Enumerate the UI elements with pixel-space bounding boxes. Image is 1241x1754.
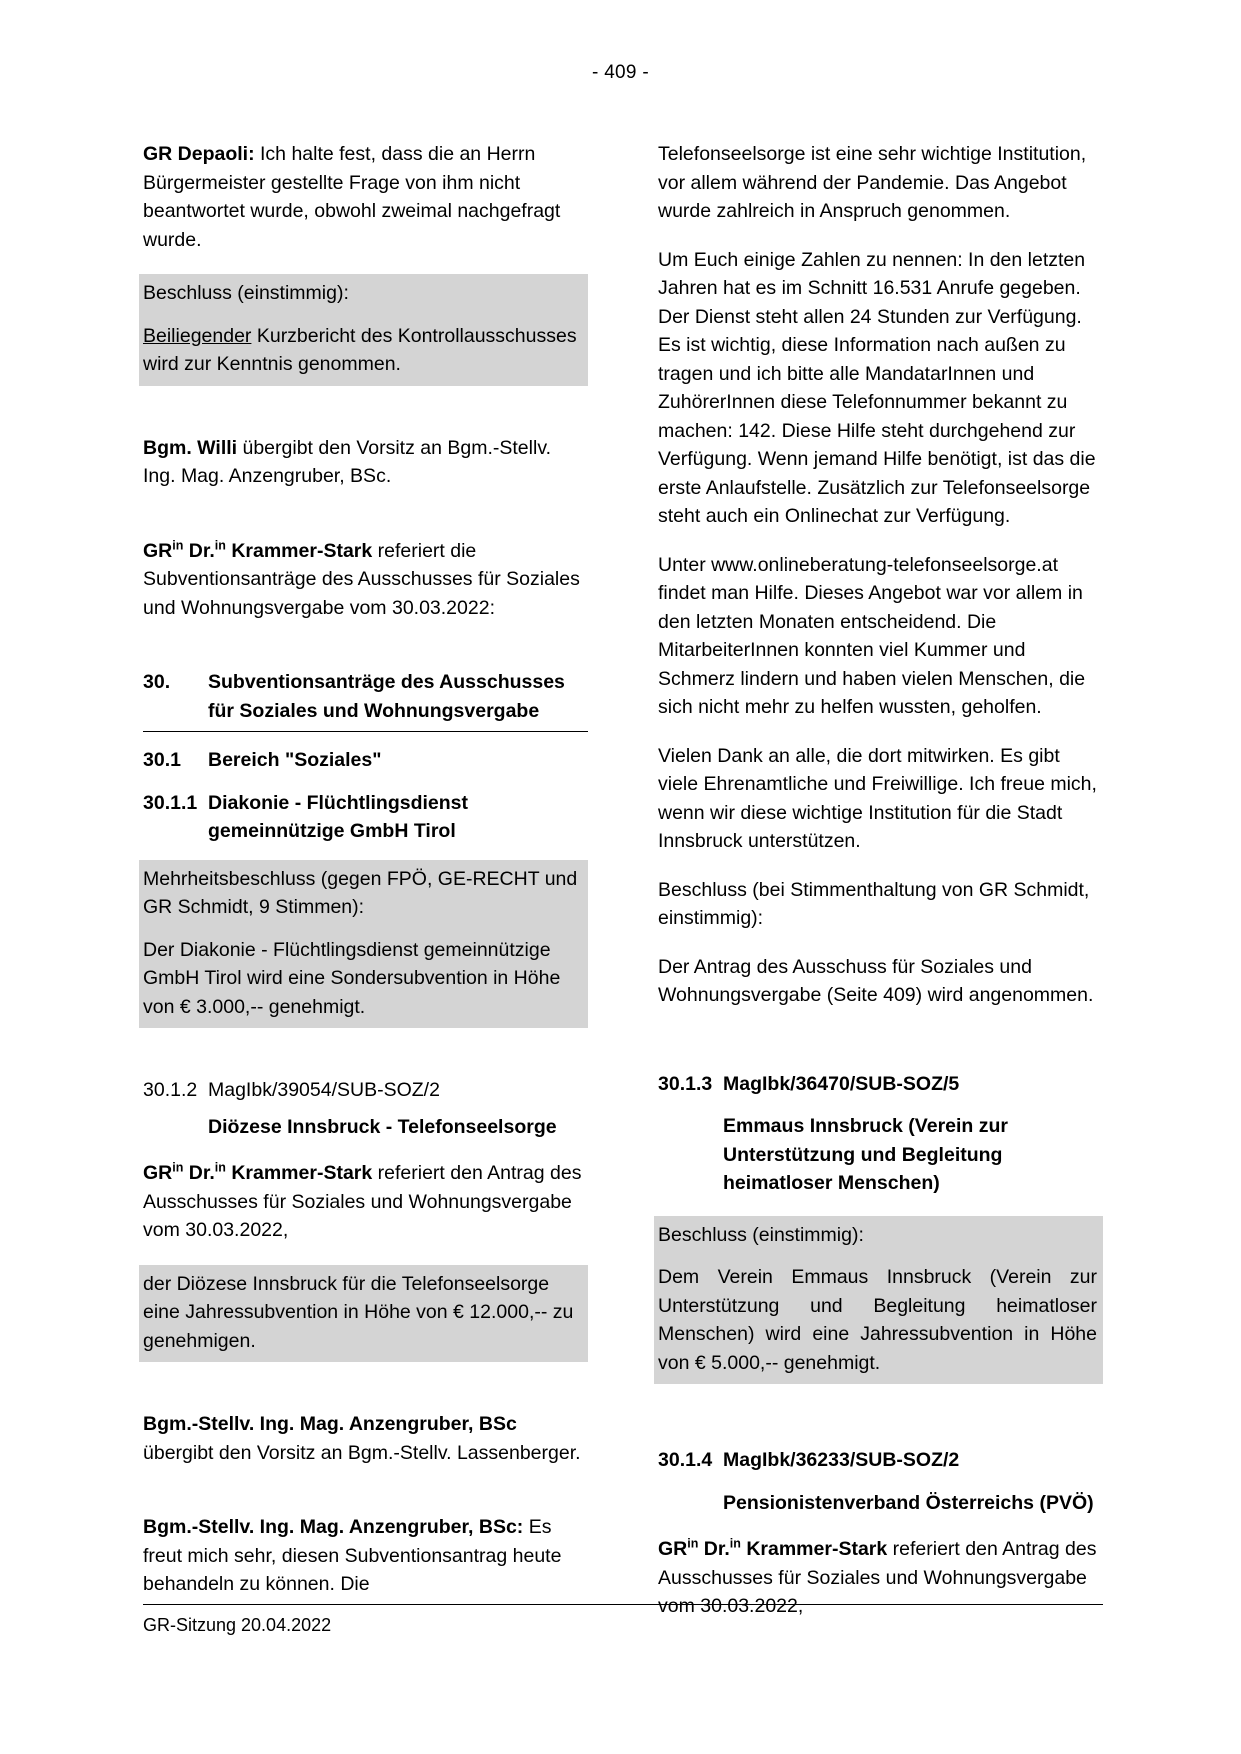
spacer [143, 1384, 588, 1410]
item-30-1-2 [143, 1076, 588, 1105]
paragraph-anzengruber-speech [143, 1513, 588, 1599]
heading-30-number: 30. [143, 671, 171, 693]
speaker-name-sup1: in [687, 1536, 699, 1551]
speaker-name-part2: Dr. [183, 1162, 215, 1184]
page-footer [143, 1604, 1103, 1636]
speaker-name-part2: Dr. [183, 539, 215, 562]
speaker-name-part1: GR [143, 539, 173, 562]
beschluss-text: Der Diakonie - Flüchtlingsdienst gemeinnützige GmbH Tirol wird eine Sondersubvention in Höhe von € 3.000,-- genehmigt. [143, 938, 561, 1018]
spacer [658, 1406, 1103, 1446]
paragraph-krammer-stark-antrag [143, 1159, 588, 1245]
item-30-1-2-title: Diözese Innsbruck - Telefonseelsorge [208, 1115, 557, 1138]
speaker-name-part1: GR [143, 1162, 173, 1184]
spacer [143, 642, 588, 668]
item-30-1-2-number: 30.1.2 [143, 1079, 198, 1101]
item-30-1-2-code: MagIbk/39054/SUB-SOZ/2 [208, 1079, 440, 1101]
speaker-name-part1: GR [658, 1538, 688, 1560]
speaker-name-part3: Krammer-Stark [740, 1538, 888, 1560]
item-30-1-3-number: 30.1.3 [658, 1072, 713, 1095]
item-30-1-3 [658, 1070, 1103, 1099]
speaker-name-sup1: in [172, 1160, 184, 1175]
paragraph-text: referiert den Antrag des Ausschusses für Soziales und Wohnungsvergabe vom 30.03.2022, [658, 1538, 1097, 1617]
speaker-name-part2: Dr. [698, 1538, 730, 1560]
heading-30-text: Subventionsanträge des Ausschusses für Soziales und Wohnungsvergabe [208, 671, 565, 722]
item-30-1-4 [658, 1446, 1103, 1475]
beschluss-block-2 [139, 860, 588, 1029]
speaker-name-sup1: in [172, 538, 184, 552]
heading-30-1-text: Bereich "Soziales" [208, 749, 382, 771]
right-column [658, 140, 1103, 1641]
heading-30 [143, 668, 588, 725]
paragraph-text: referiert den Antrag des Ausschusses für Soziales und Wohnungsvergabe vom 30.03.2022, [143, 1162, 582, 1241]
beschluss-text [143, 322, 582, 379]
beschluss-label: Mehrheitsbeschluss (gegen FPÖ, GE-RECHT und GR Schmidt, 9 Stimmen): [143, 867, 578, 918]
beschluss-block-1 [139, 274, 588, 386]
item-30-1-4-title: Pensionistenverband Österreichs (PVÖ) [723, 1491, 1094, 1514]
footer-divider [143, 1604, 1103, 1605]
beschluss-block-right-2 [654, 1216, 1103, 1385]
paragraph-telefonseelsorge-3: Unter www.onlineberatung-telefonseelsorge.at findet man Hilfe. Dieses Angebot war vor allem in den letzten Monaten entscheidend. Die MitarbeiterInnen konnten viel Kummer und Schmerz lindern und haben vielen Menschen, die sich nicht mehr zu helfen wussten, geholfen. [658, 553, 1086, 718]
paragraph-telefonseelsorge-1: Telefonseelsorge ist eine sehr wichtige Institution, vor allem während der Pandemie. Das Angebot wurde zahlreich in Anspruch genommen. [658, 143, 1087, 222]
beschluss-label: Beschluss (einstimmig): [143, 282, 349, 304]
paragraph-text: Ich halte fest, dass die an Herrn Bürgermeister gestellte Frage von ihm nicht beantwortet wurde, obwohl zweimal nachgefragt wurde. [143, 143, 561, 251]
item-30-1-4-number: 30.1.4 [658, 1449, 713, 1471]
paragraph-telefonseelsorge-2: Um Euch einige Zahlen zu nennen: In den letzten Jahren hat es im Schnitt 16.531 Anrufe gegeben. Der Dienst steht allen 24 Stunden zur Verfügung. Es ist wichtig, diese Information nach außen zu tragen und ich bitte alle MandatarInnen und ZuhörerInnen diese Telefonnummer bekannt zu machen: 142. Diese Hilfe steht durchgehend zur Verfügung. Wenn jemand Hilfe benötigt, ist das die erste Anlaufstelle. Zusätzlich zur Telefonseelsorge steht auch ein Onlinechat zur Verfügung. [658, 248, 1096, 527]
heading-divider [143, 731, 588, 732]
antrag-block [139, 1265, 588, 1363]
heading-30-1 [143, 746, 588, 775]
item-30-1-4-code: MagIbk/36233/SUB-SOZ/2 [723, 1449, 960, 1471]
spacer [143, 408, 588, 434]
footer-text: GR-Sitzung 20.04.2022 [143, 1615, 332, 1635]
speaker-name: Bgm.-Stellv. Ing. Mag. Anzengruber, BSc: [143, 1516, 524, 1538]
beschluss-label: Beschluss (einstimmig): [658, 1223, 864, 1246]
paragraph-anzengruber-vorsitz [143, 1410, 588, 1467]
beschluss-label-right-1: Beschluss (bei Stimmenthaltung von GR Schmidt, einstimmig): [658, 878, 1090, 929]
item-30-1-3-title: Emmaus Innsbruck (Verein zur Unterstützung und Begleitung heimatloser Menschen) [723, 1115, 1009, 1194]
paragraph-text: referiert die Subventionsanträge des Ausschusses für Soziales und Wohnungsvergabe vom 30.03.2022: [143, 539, 580, 619]
paragraph-depaoli [143, 140, 588, 254]
antrag-text: der Diözese Innsbruck für die Telefonseelsorge eine Jahressubvention in Höhe von € 12.000,-- zu genehmigen. [143, 1272, 574, 1352]
paragraph-bgm-willi [143, 434, 588, 491]
paragraph-text: Es freut mich sehr, diesen Subventionsantrag heute behandeln zu können. Die [143, 1516, 562, 1595]
left-column [143, 140, 588, 1641]
beschluss-underlined-word: Beiliegender [143, 324, 252, 347]
heading-30-1-1 [143, 789, 588, 846]
speaker-name-part3: Krammer-Stark [225, 1162, 373, 1184]
speaker-name-sup2: in [214, 1160, 226, 1175]
heading-30-1-1-number: 30.1.1 [143, 791, 198, 814]
speaker-name-sup2: in [214, 538, 226, 552]
speaker-name: Bgm. Willi [143, 436, 238, 459]
heading-30-1-number: 30.1 [143, 749, 181, 771]
beschluss-rest: Kurzbericht des Kontrollausschusses wird zur Kenntnis genommen. [143, 324, 577, 375]
spacer [658, 1030, 1103, 1070]
paragraph-text: übergibt den Vorsitz an Bgm.-Stellv. Ing. Mag. Anzengruber, BSc. [143, 436, 552, 487]
paragraph-krammer-stark-intro [143, 537, 588, 623]
page-number: - 409 - [591, 62, 649, 83]
speaker-name: Bgm.-Stellv. Ing. Mag. Anzengruber, BSc [143, 1413, 517, 1435]
speaker-name: GR Depaoli: [143, 143, 255, 165]
spacer [143, 511, 588, 537]
spacer [143, 1487, 588, 1513]
paragraph-telefonseelsorge-4: Vielen Dank an alle, die dort mitwirken. Es gibt viele Ehrenamtliche und Freiwillige. Ich freue mich, wenn wir diese wichtige Institution für die Stadt Innsbruck unterstützen. [658, 744, 1097, 852]
beschluss-text-right-1: Der Antrag des Ausschuss für Soziales und Wohnungsvergabe (Seite 409) wird angenommen. [658, 955, 1094, 1006]
heading-30-1-1-text: Diakonie - Flüchtlingsdienst gemeinnützige GmbH Tirol [208, 791, 469, 842]
spacer [143, 1050, 588, 1076]
paragraph-text: übergibt den Vorsitz an Bgm.-Stellv. Lassenberger. [143, 1441, 581, 1464]
item-30-1-3-code: MagIbk/36470/SUB-SOZ/5 [723, 1072, 960, 1095]
speaker-name-sup2: in [729, 1536, 741, 1551]
speaker-name-part3: Krammer-Stark [225, 539, 373, 562]
beschluss-text: Dem Verein Emmaus Innsbruck (Verein zur Unterstützung und Begleitung heimatloser Menschen) wird eine Jahressubvention in Höhe von € 5.000,-- genehmigt. [658, 1266, 1097, 1374]
page-content [143, 140, 1103, 1641]
